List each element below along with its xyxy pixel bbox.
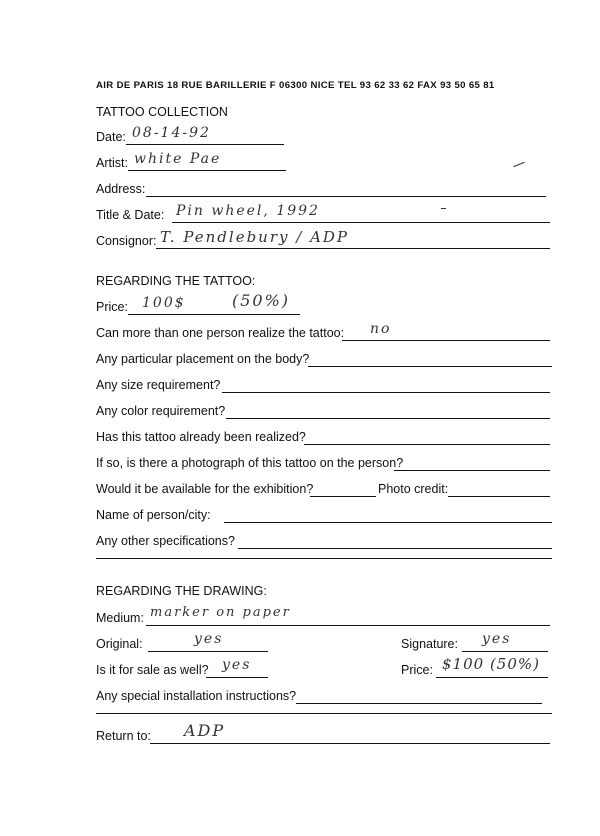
person-city-label: Name of person/city: <box>96 508 211 522</box>
original-label: Original: <box>96 637 143 651</box>
signature-field-line <box>462 651 548 652</box>
address-field-line <box>146 196 546 197</box>
title-date-field-line <box>172 222 550 223</box>
for-sale-handwritten-value[interactable]: yes <box>222 657 252 673</box>
drawing-price-field-line <box>436 677 548 678</box>
original-handwritten-value[interactable]: yes <box>194 631 224 647</box>
consignor-label: Consignor: <box>96 234 157 248</box>
title-date-handwritten-value[interactable]: Pin wheel, 1992 <box>176 203 320 219</box>
specifications-extra-line <box>96 558 552 559</box>
installation-label: Any special installation instructions? <box>96 689 297 703</box>
consignor-field-line <box>156 248 550 249</box>
drawing-price-label: Price: <box>401 663 433 677</box>
placement-field-line <box>308 366 552 367</box>
consignor-handwritten-value[interactable]: T. Pendlebury / ADP <box>160 228 350 246</box>
size-label: Any size requirement? <box>96 378 221 392</box>
medium-field-line <box>146 625 550 626</box>
photo-credit-field-line <box>448 496 550 497</box>
tattoo-section-heading: REGARDING THE TATTOO: <box>96 274 256 288</box>
letterhead: AIR DE PARIS 18 RUE BARILLERIE F 06300 NICE TEL 93 62 33 62 FAX 93 50 65 81 <box>96 80 495 91</box>
pen-stroke-mark <box>513 162 525 167</box>
collection-title: TATTOO COLLECTION <box>96 105 228 119</box>
artist-handwritten-value[interactable]: white Pae <box>134 151 222 167</box>
signature-label: Signature: <box>401 637 458 651</box>
more-than-one-handwritten-value[interactable]: no <box>370 321 392 337</box>
placement-label: Any particular placement on the body? <box>96 352 310 366</box>
tattoo-price-label: Price: <box>96 300 128 314</box>
address-label: Address: <box>96 182 146 196</box>
photo-credit-label: Photo credit: <box>378 482 449 496</box>
date-handwritten-value[interactable]: 08-14-92 <box>132 125 211 141</box>
realized-label: Has this tattoo already been realized? <box>96 430 306 444</box>
specifications-field-line <box>238 548 552 549</box>
drawing-price-handwritten-value[interactable]: $100 (50%) <box>442 655 540 673</box>
medium-label: Medium: <box>96 611 144 625</box>
exhibition-label: Would it be available for the exhibition? <box>96 482 314 496</box>
artist-field-line <box>128 170 286 171</box>
return-to-handwritten-value[interactable]: ADP <box>184 721 226 740</box>
installation-extra-line <box>96 713 552 714</box>
return-to-field-line <box>150 743 550 744</box>
medium-handwritten-value[interactable]: marker on paper <box>150 605 291 620</box>
photograph-field-line <box>394 470 550 471</box>
return-to-label: Return to: <box>96 729 151 743</box>
photograph-label: If so, is there a photograph of this tattoo on the person? <box>96 456 404 470</box>
drawing-section-heading: REGARDING THE DRAWING: <box>96 584 267 598</box>
exhibition-field-line <box>310 496 376 497</box>
realized-field-line <box>304 444 550 445</box>
tattoo-price-handwritten-value[interactable]: 100$ <box>142 295 186 311</box>
tattoo-price-field-line <box>128 314 300 315</box>
signature-handwritten-value[interactable]: yes <box>482 631 512 647</box>
color-label: Any color requirement? <box>96 404 226 418</box>
more-than-one-label: Can more than one person realize the tattoo: <box>96 326 345 340</box>
for-sale-field-line <box>206 677 268 678</box>
pen-dot-mark <box>441 208 446 209</box>
person-city-field-line <box>224 522 552 523</box>
title-date-label: Title & Date: <box>96 208 165 222</box>
size-field-line <box>222 392 550 393</box>
more-than-one-field-line <box>342 340 550 341</box>
date-field-line <box>126 144 284 145</box>
for-sale-label: Is it for sale as well? <box>96 663 209 677</box>
color-field-line <box>226 418 550 419</box>
specifications-label: Any other specifications? <box>96 534 235 548</box>
artist-label: Artist: <box>96 156 128 170</box>
tattoo-price-percent[interactable]: (50%) <box>232 291 291 310</box>
date-label: Date: <box>96 130 126 144</box>
original-field-line <box>148 651 268 652</box>
installation-field-line <box>296 703 542 704</box>
